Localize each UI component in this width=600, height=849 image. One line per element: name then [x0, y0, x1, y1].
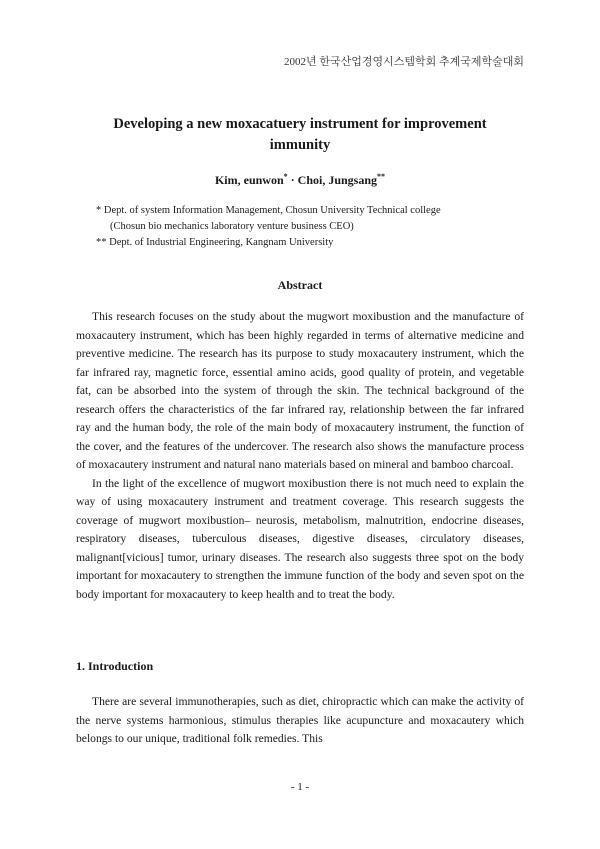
- abstract-heading: Abstract: [277, 278, 323, 292]
- affiliation-1-note: (Chosun bio mechanics laboratory venture business CEO): [110, 221, 354, 232]
- introduction-body: [76, 693, 524, 749]
- author-2: Choi, Jungsang: [297, 173, 378, 187]
- author-line: [0, 172, 600, 188]
- affiliation-1: * Dept. of system Information Management, Chosun University Technical college: [96, 205, 441, 216]
- affiliation-2: ** Dept. of Industrial Engineering, Kangnam University: [96, 237, 334, 248]
- introduction-paragraph-1: There are several immunotherapies, such as diet, chiropractic which can make the activity of the nerve systems harmonious, stimulus therapies like acupuncture and moxacautery which belongs to our unique, traditional folk remedies. This: [76, 695, 524, 745]
- abstract-body: [76, 308, 524, 604]
- author-1-mark: *: [283, 172, 288, 181]
- abstract-paragraph-2: In the light of the excellence of mugwort moxibustion there is not much need to explain the way of using moxacautery instrument and treatment coverage. This research suggests the coverage of mugwort moxibustion– neurosis, metabolism, malnutrition, endocrine diseases, respiratory diseases, tuberculous diseases, digestive diseases, circulatory diseases, malignant[vicious] tumor, urinary diseases. The research also suggests three spot on the body important for moxacautery to strengthen the immune function of the body and seven spot on the body important for moxacautery to keep health and to treat the body.: [76, 476, 524, 601]
- abstract-paragraph-1: This research focuses on the study about the mugwort moxibustion and the manufacture of moxacautery instrument, which has been highly regarded in terms of alternative medicine and preventive medicine. The research has its purpose to study moxacautery instrument, which the far infrared ray, magnetic force, essential amino acids, good quality of protein, and vegetable fat, can be absorbed into the system of through the skin. The technical background of the research offers the characteristics of the far infrared ray, relationship between the far infrared ray and the human body, the role of the main body of moxacautery instrument, the function of the cover, and the features of the undercover. The research also shows the manufacture process of moxacautery instrument and natural nano materials based on mineral and bamboo charcoal.: [76, 310, 524, 471]
- page-number: - 1 -: [290, 781, 310, 793]
- author-separator: ·: [287, 173, 298, 187]
- author-1: Kim, eunwon: [214, 173, 284, 187]
- conference-header: 2002년 한국산업경영시스템학회 추계국제학술대회: [283, 56, 524, 68]
- affiliations: [96, 203, 441, 251]
- author-2-mark: **: [377, 172, 386, 181]
- paper-title: Developing a new moxacatuery instrument for improvement immunity: [113, 116, 487, 153]
- section-heading-introduction: 1. Introduction: [76, 659, 154, 673]
